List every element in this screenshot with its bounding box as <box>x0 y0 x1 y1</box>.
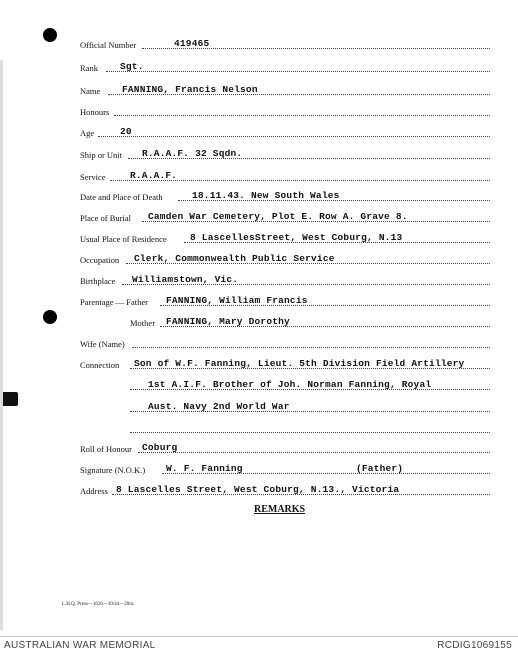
dotted-line <box>130 432 490 433</box>
connection-line: Aust. Navy 2nd World War <box>148 401 290 412</box>
age-value: 20 <box>120 126 132 137</box>
mother-value: FANNING, Mary Dorothy <box>166 316 290 327</box>
remarks-heading: REMARKS <box>254 504 306 515</box>
service-value: R.A.A.F. <box>130 170 178 181</box>
signature-relation: (Father) <box>356 463 404 474</box>
name-label: Name <box>80 86 101 96</box>
roll-of-honour-row <box>80 441 490 455</box>
death-row <box>80 189 490 203</box>
father-value: FANNING, William Francis <box>166 295 308 306</box>
mother-label: Mother <box>130 318 156 328</box>
signature-value: W. F. Fanning <box>166 463 243 474</box>
honours-label: Honours <box>80 107 110 117</box>
residence-row <box>80 231 490 245</box>
print-code: L.H.Q. Press—1626—10/44—20m. <box>62 602 135 607</box>
record-id: RCDIG1069155 <box>437 640 512 651</box>
punch-hole <box>43 310 57 324</box>
name-row <box>80 83 490 97</box>
dotted-line <box>114 115 490 116</box>
scan-edge <box>0 60 3 630</box>
residence-label: Usual Place of Residence <box>80 234 167 244</box>
dotted-line <box>106 71 490 72</box>
ship-unit-label: Ship or Unit <box>80 150 123 160</box>
name-value: FANNING, Francis Nelson <box>122 84 258 95</box>
burial-row <box>80 210 490 224</box>
dotted-line <box>138 452 490 453</box>
connection-line: 1st A.I.F. Brother of Joh. Norman Fanning, Royal <box>148 379 432 390</box>
age-label: Age <box>80 128 95 138</box>
signature-label: Signature (N.O.K.) <box>80 465 146 475</box>
connection-continuation <box>80 421 490 435</box>
burial-label: Place of Burial <box>80 213 131 223</box>
connection-continuation <box>80 378 490 392</box>
address-label: Address <box>80 486 108 496</box>
occupation-row <box>80 252 490 266</box>
rank-row <box>80 60 490 74</box>
rank-value: Sgt. <box>120 61 144 72</box>
dotted-line <box>132 347 490 348</box>
occupation-value: Clerk, Commonwealth Public Service <box>134 253 335 264</box>
signature-row <box>80 462 490 476</box>
official-number-label: Official Number <box>80 40 137 50</box>
honours-row <box>80 104 490 118</box>
ship-unit-row <box>80 147 490 161</box>
official-number-row <box>80 37 490 51</box>
service-row <box>80 169 490 183</box>
service-label: Service <box>80 172 106 182</box>
age-row <box>80 125 490 139</box>
wife-row <box>80 336 490 350</box>
mother-row <box>130 315 490 329</box>
rank-label: Rank <box>80 63 98 73</box>
burial-value: Camden War Cemetery, Plot E. Row A. Grave 8. <box>148 211 408 222</box>
birthplace-label: Birthplace <box>80 276 116 286</box>
address-value: 8 Lascelles Street, West Coburg, N.13., Victoria <box>116 484 400 495</box>
residence-value: 8 LascellesStreet, West Coburg, N.13 <box>190 232 403 243</box>
dotted-line <box>98 136 490 137</box>
official-number-value: 419465 <box>174 38 210 49</box>
death-value: 18.11.43. New South Wales <box>192 190 340 201</box>
birthplace-value: Williamstown, Vic. <box>132 274 239 285</box>
roll-of-honour-value: Coburg <box>142 442 178 453</box>
connection-label: Connection <box>80 360 120 370</box>
death-label: Date and Place of Death <box>80 192 163 202</box>
father-label: Parentage — Father <box>80 297 148 307</box>
wife-label: Wife (Name) <box>80 339 125 349</box>
occupation-label: Occupation <box>80 255 120 265</box>
address-row <box>80 483 490 497</box>
connection-continuation <box>80 400 490 414</box>
punch-hole <box>43 28 57 42</box>
ship-unit-value: R.A.A.F. 32 Sqdn. <box>142 148 243 159</box>
father-row <box>80 294 490 308</box>
archive-name: AUSTRALIAN WAR MEMORIAL <box>4 640 156 651</box>
connection-row <box>80 357 490 371</box>
archive-banner <box>0 636 518 655</box>
connection-line: Son of W.F. Fanning, Lieut. 5th Division Field Artillery <box>134 358 465 369</box>
birthplace-row <box>80 273 490 287</box>
roll-of-honour-label: Roll of Honour <box>80 444 132 454</box>
